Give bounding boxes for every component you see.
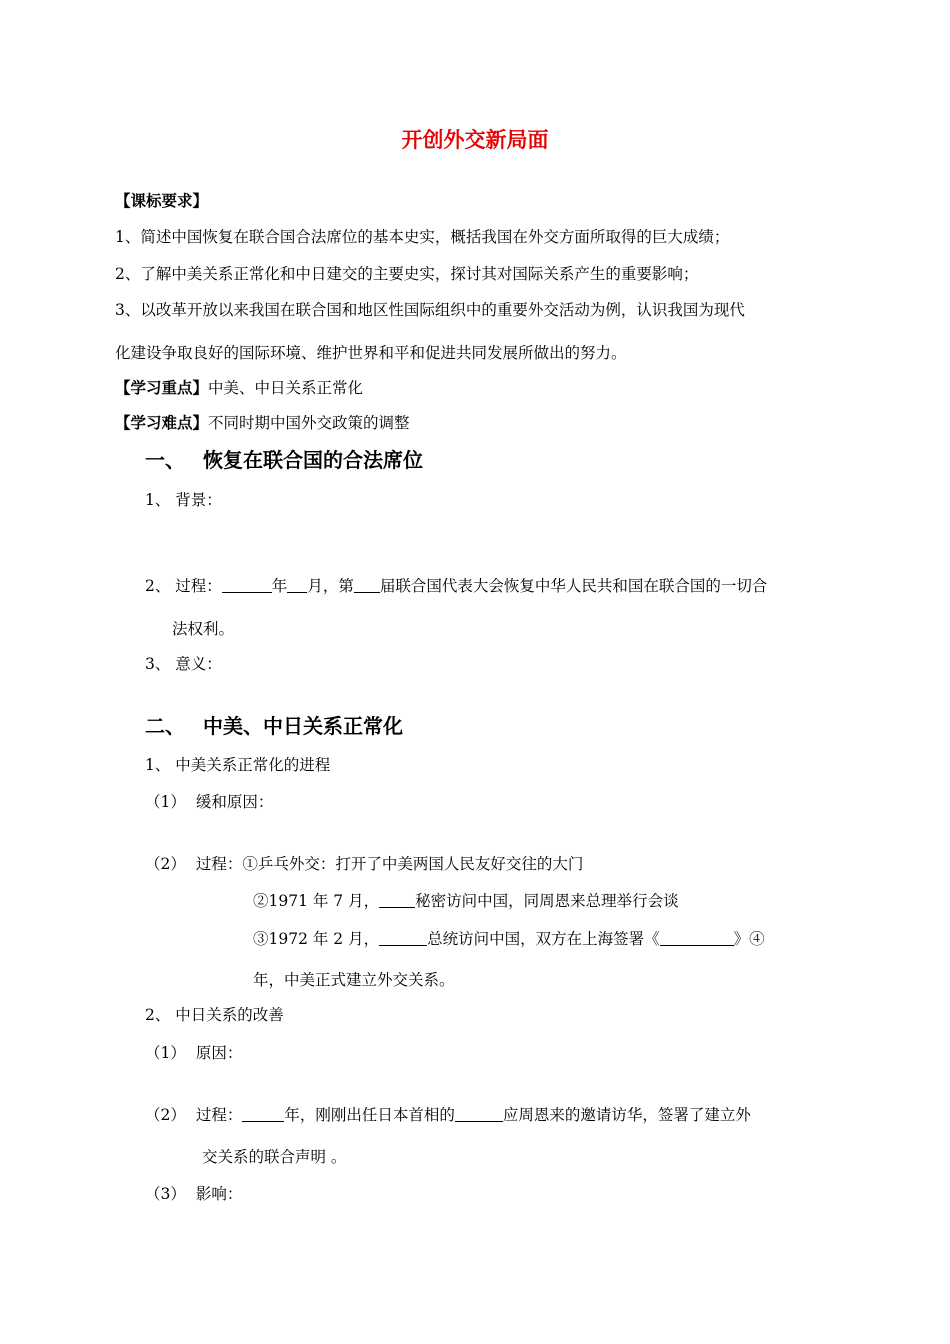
process-step-2: [253, 891, 679, 911]
prime-minister-blank[interactable]: [455, 1105, 503, 1122]
section-1-background: 1、 背景：: [145, 491, 222, 509]
difficult-points: [115, 413, 410, 433]
session-text: 届联合国代表大会恢复中华人民共和国在联合国的一切合: [379, 577, 768, 595]
sino-us-reason: [145, 792, 273, 812]
step-3-text: 总统访问中国，双方在上海签署《: [427, 930, 660, 948]
item-number: （2）: [145, 1106, 186, 1124]
process-text-1: 年，刚刚出任日本首相的: [284, 1106, 455, 1124]
item-number: （1）: [145, 793, 186, 811]
difficult-points-text: 不同时期中国外交政策的调整: [208, 414, 410, 432]
year-blank[interactable]: [242, 1105, 284, 1122]
process-label: 2、 过程：: [145, 577, 222, 595]
section-2-heading: [145, 713, 403, 739]
section-1-number: 一、: [145, 448, 185, 472]
session-blank[interactable]: [354, 576, 380, 593]
sino-us-subheading: 1、 中美关系正常化的进程: [145, 756, 331, 774]
item-number: （2）: [145, 855, 186, 873]
document-title: 开创外交新局面: [401, 128, 549, 152]
sino-us-process: [145, 854, 583, 874]
section-1-significance: 3、 意义：: [145, 655, 222, 673]
section-2-number: 二、: [145, 714, 185, 738]
curriculum-requirements-label: 【课标要求】: [115, 192, 209, 210]
key-points-text: 中美、中日关系正常化: [208, 379, 364, 397]
item-number: （3）: [145, 1185, 186, 1203]
requirement-item-3: 3、以改革开放以来我国在联合国和地区性国际组织中的重要外交活动为例，认识我国为现代: [115, 301, 745, 319]
process-label: 过程：: [195, 1106, 243, 1124]
year-blank[interactable]: [222, 576, 272, 593]
month-blank[interactable]: [287, 576, 307, 593]
sino-japan-subheading: 2、 中日关系的改善: [145, 1006, 284, 1024]
difficult-points-label: 【学习难点】: [115, 414, 209, 432]
process-text-2: 应周恩来的邀请访华，签署了建立外: [502, 1106, 751, 1124]
month-text: 月，第: [307, 577, 354, 595]
section-1-heading: [145, 447, 423, 473]
section-2-title: 中美、中日关系正常化: [203, 714, 403, 738]
key-points-label: 【学习重点】: [115, 379, 209, 397]
section-1-process: [145, 576, 767, 596]
reason-label: 原因：: [195, 1044, 243, 1062]
section-1-title: 恢复在联合国的合法席位: [203, 448, 423, 472]
year-text: 年: [271, 577, 288, 595]
requirement-item-2: 2、了解中美关系正常化和中日建交的主要史实，探讨其对国际关系产生的重要影响；: [115, 265, 699, 283]
president-blank[interactable]: [379, 929, 427, 946]
step-2-text: 秘密访问中国，同周恩来总理举行会谈: [415, 892, 679, 910]
sino-japan-impact: [145, 1184, 242, 1204]
sino-japan-process-continued: 交关系的联合声明 。: [202, 1148, 347, 1166]
process-label: 过程：: [195, 855, 243, 873]
ping-pong-diplomacy: ①乒乓外交：打开了中美两国人民友好交往的大门: [242, 855, 584, 873]
step-3-date: ③1972 年 2 月，: [253, 930, 380, 948]
process-step-3: [253, 929, 765, 949]
sino-japan-process: [145, 1105, 751, 1125]
sino-japan-reason: [145, 1043, 242, 1063]
secret-visitor-blank[interactable]: [379, 891, 415, 908]
key-points: [115, 378, 363, 398]
step-3-end: 》④: [733, 930, 765, 948]
requirement-item-1: 1、简述中国恢复在联合国合法席位的基本史实，概括我国在外交方面所取得的巨大成绩；: [115, 228, 730, 246]
impact-label: 影响：: [195, 1185, 243, 1203]
requirement-item-3-continued: 化建设争取良好的国际环境、维护世界和平和促进共同发展所做出的努力。: [115, 344, 627, 362]
item-number: （1）: [145, 1044, 186, 1062]
process-step-4: 年，中美正式建立外交关系。: [253, 971, 455, 989]
reason-label: 缓和原因：: [195, 793, 274, 811]
communique-blank[interactable]: [660, 929, 734, 946]
section-1-process-continued: 法权利。: [172, 620, 235, 638]
step-2-date: ②1971 年 7 月，: [253, 892, 380, 910]
